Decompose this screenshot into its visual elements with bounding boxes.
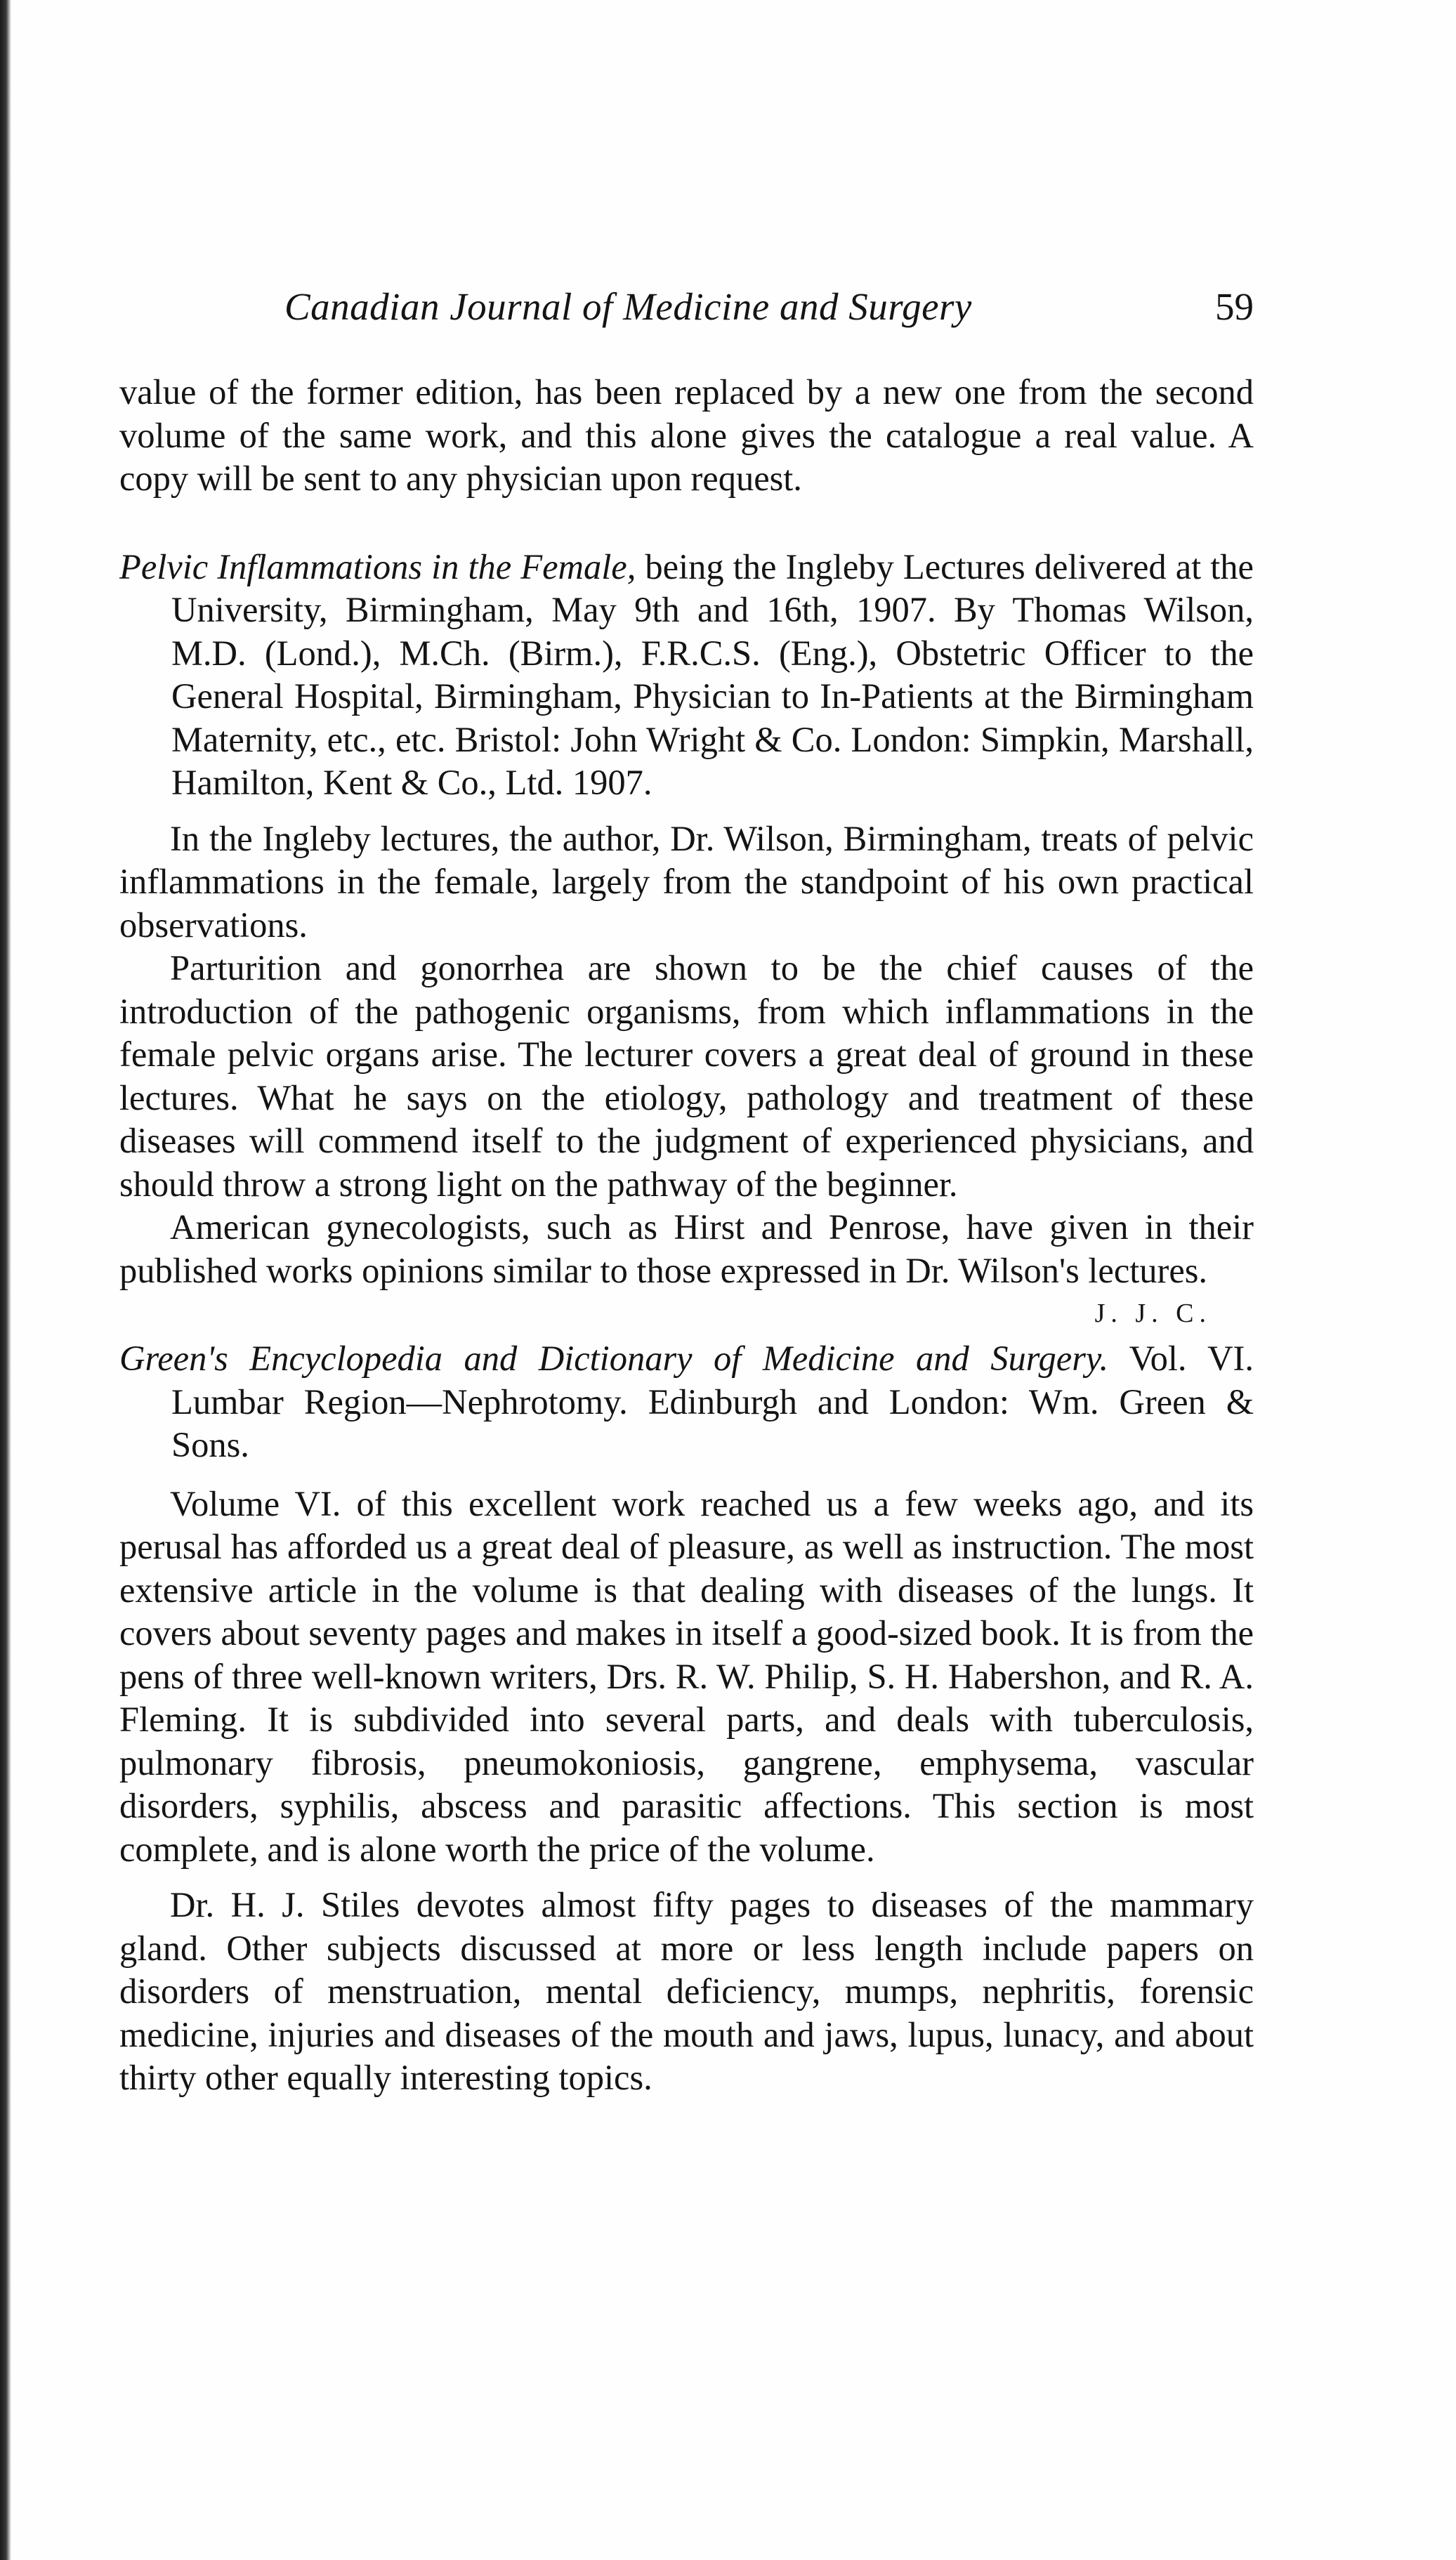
review-paragraph: Dr. H. J. Stiles devotes almost fifty pages to diseases of the mammary gland. Other subjects discussed at more or less length include papers on disorders of menstruation, mental deficiency, mumps, nephritis, forensic medicine, injuries and diseases of the mouth and jaws, lupus, lunacy, and about thirty other equally interesting topics.: [119, 1885, 1254, 2097]
review-greens-encyclopedia: [119, 1337, 1254, 2100]
review-paragraph: American gynecologists, such as Hirst and Penrose, have given in their published works opinions similar to those expressed in Dr. Wilson's lectures.: [119, 1207, 1254, 1290]
book-citation: Vol. VI. Lumbar Region—Nephrotomy. Edinburgh and London: Wm. Green & Sons.: [171, 1339, 1254, 1464]
review-paragraph-with-signature: [119, 1206, 1254, 1328]
book-entry-heading: [119, 546, 1254, 805]
review-paragraph: Parturition and gonorrhea are shown to be the chief causes of the introduction of the pathogenic organisms, from which inflammations in the female pelvic organs arise. The lecturer covers a great deal of ground in these lectures. What he says on the etiology, pathology and treatment of these diseases will commend itself to the judgment of experienced physicians, and should throw a strong light on the pathway of the beginner.: [119, 948, 1254, 1204]
reviewer-initials: J. J. C.: [1094, 1299, 1212, 1328]
review-paragraph: In the Ingleby lectures, the author, Dr. Wilson, Birmingham, treats of pelvic inflammations in the female, largely from the standpoint of his own practical observations.: [119, 818, 1254, 945]
review-paragraph: Volume VI. of this excellent work reached us a few weeks ago, and its perusal has afforded us a great deal of pleasure, as well as instruction. The most extensive article in the volume is that dealing with diseases of the lungs. It covers about seventy pages and makes in itself a good-sized book. It is from the pens of three well-known writers, Drs. R. W. Philip, S. H. Habershon, and R. A. Fleming. It is subdivided into several parts, and deals with tuberculosis, pulmonary fibrosis, pneumokoniosis, gangrene, emphysema, vascular disorders, syphilis, abscess and parasitic affections. This section is most complete, and is alone worth the price of the volume.: [119, 1483, 1254, 1869]
section-gap: [119, 501, 1254, 546]
page-header: [284, 284, 1254, 341]
review-pelvic-inflammations: [119, 546, 1254, 1328]
page-number: 59: [1215, 285, 1254, 328]
book-entry-heading: [119, 1337, 1254, 1467]
book-title: Green's Encyclopedia and Dictionary of Medicine and Surgery.: [119, 1339, 1109, 1378]
book-title: Pelvic Inflammations in the Female,: [119, 546, 636, 586]
carryover-paragraph: value of the former edition, has been replaced by a new one from the second volume of the same work, and this alone gives the catalogue a real value. A copy will be sent to any physician upon request.: [119, 372, 1254, 498]
running-title: Canadian Journal of Medicine and Surgery: [284, 285, 972, 328]
binding-edge-shadow: [0, 0, 11, 2560]
book-citation: being the Ingleby Lectures delivered at the University, Birmingham, May 9th and 16th, 1907. By Thomas Wilson, M.D. (Lond.), M.Ch. (Birm.), F.R.C.S. (Eng.), Obstetric Officer to the General Hospital, Birmingham, Physician to In-Patients at the Birmingham Maternity, etc., etc. Bristol: John Wright & Co. London: Simpkin, Marshall, Hamilton, Kent & Co., Ltd. 1907.: [171, 546, 1254, 802]
page-body: [119, 371, 1254, 2100]
